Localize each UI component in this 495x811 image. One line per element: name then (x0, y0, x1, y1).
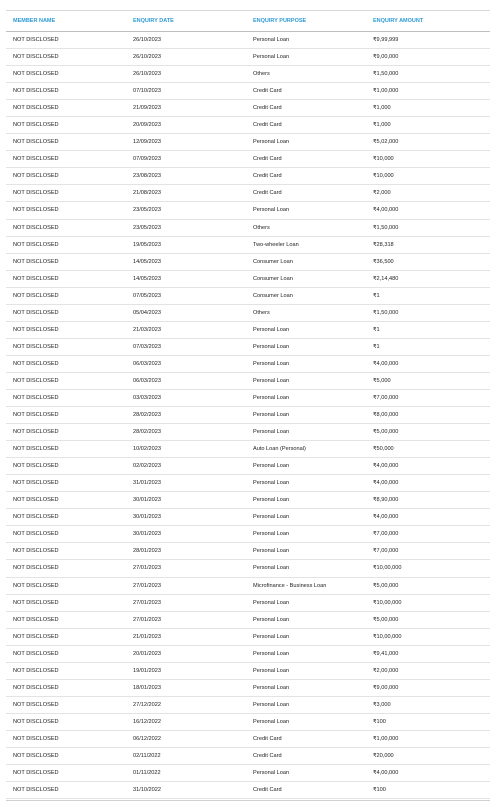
enquiry-amount-cell: ₹4,00,000 (366, 458, 490, 475)
table-row (6, 66, 490, 83)
table-row (6, 117, 490, 134)
enquiry-purpose-cell: Personal Loan (246, 526, 366, 543)
table-row (6, 355, 490, 372)
table-row (6, 492, 490, 509)
enquiry-amount-cell: ₹1 (366, 321, 490, 338)
enquiry-amount-cell: ₹9,00,000 (366, 49, 490, 66)
enquiry-date-cell: 23/08/2023 (126, 168, 246, 185)
enquiry-date-cell: 27/01/2023 (126, 560, 246, 577)
enquiry-amount-cell: ₹2,000 (366, 185, 490, 202)
enquiry-date-cell: 02/02/2023 (126, 458, 246, 475)
member-name-cell: NOT DISCLOSED (6, 338, 126, 355)
enquiry-date-cell: 07/09/2023 (126, 151, 246, 168)
enquiry-purpose-cell: Two-wheeler Loan (246, 236, 366, 253)
enquiry-date-cell: 10/02/2023 (126, 441, 246, 458)
enquiry-date-cell: 06/12/2022 (126, 730, 246, 747)
enquiry-amount-cell: ₹1,50,000 (366, 304, 490, 321)
enquiry-purpose-cell: Consumer Loan (246, 253, 366, 270)
enquiry-date-cell: 30/01/2023 (126, 509, 246, 526)
member-name-cell: NOT DISCLOSED (6, 66, 126, 83)
table-row (6, 134, 490, 151)
enquiry-date-cell: 19/01/2023 (126, 662, 246, 679)
enquiry-date-cell: 27/12/2022 (126, 696, 246, 713)
member-name-cell: NOT DISCLOSED (6, 577, 126, 594)
member-name-cell: NOT DISCLOSED (6, 628, 126, 645)
table-row (6, 219, 490, 236)
member-name-cell: NOT DISCLOSED (6, 662, 126, 679)
enquiry-purpose-cell: Credit Card (246, 83, 366, 100)
table-row (6, 645, 490, 662)
enquiry-date-cell: 21/09/2023 (126, 100, 246, 117)
enquiry-date-cell: 23/05/2023 (126, 219, 246, 236)
member-name-cell: NOT DISCLOSED (6, 696, 126, 713)
enquiry-purpose-cell: Personal Loan (246, 338, 366, 355)
enquiry-amount-cell: ₹10,00,000 (366, 628, 490, 645)
table-row (6, 782, 490, 799)
enquiry-amount-cell: ₹36,500 (366, 253, 490, 270)
enquiry-amount-cell: ₹5,000 (366, 372, 490, 389)
enquiry-purpose-cell: Personal Loan (246, 372, 366, 389)
enquiry-purpose-cell: Personal Loan (246, 679, 366, 696)
member-name-cell: NOT DISCLOSED (6, 611, 126, 628)
enquiry-purpose-cell: Personal Loan (246, 424, 366, 441)
member-name-cell: NOT DISCLOSED (6, 645, 126, 662)
table-row (6, 202, 490, 219)
table-row (6, 577, 490, 594)
enquiry-amount-cell: ₹5,00,000 (366, 611, 490, 628)
enquiry-purpose-cell: Auto Loan (Personal) (246, 441, 366, 458)
enquiry-purpose-cell: Personal Loan (246, 458, 366, 475)
table-row (6, 287, 490, 304)
enquiry-amount-cell: ₹2,00,000 (366, 662, 490, 679)
enquiry-amount-cell: ₹10,00,000 (366, 560, 490, 577)
table-body (6, 32, 490, 799)
enquiry-date-cell: 31/01/2023 (126, 475, 246, 492)
table-row (6, 713, 490, 730)
member-name-cell: NOT DISCLOSED (6, 782, 126, 799)
member-name-cell: NOT DISCLOSED (6, 151, 126, 168)
header-enquiry-date: ENQUIRY DATE (126, 11, 246, 32)
enquiry-amount-cell: ₹4,00,000 (366, 202, 490, 219)
enquiry-purpose-cell: Personal Loan (246, 492, 366, 509)
enquiry-purpose-cell: Personal Loan (246, 594, 366, 611)
enquiry-purpose-cell: Personal Loan (246, 355, 366, 372)
enquiry-purpose-cell: Personal Loan (246, 407, 366, 424)
member-name-cell: NOT DISCLOSED (6, 253, 126, 270)
enquiry-amount-cell: ₹10,000 (366, 168, 490, 185)
member-name-cell: NOT DISCLOSED (6, 355, 126, 372)
enquiry-amount-cell: ₹7,00,000 (366, 389, 490, 406)
enquiry-purpose-cell: Consumer Loan (246, 287, 366, 304)
table-row (6, 304, 490, 321)
enquiry-purpose-cell: Credit Card (246, 117, 366, 134)
table-row (6, 611, 490, 628)
enquiry-amount-cell: ₹1 (366, 338, 490, 355)
enquiry-date-cell: 16/12/2022 (126, 713, 246, 730)
enquiry-amount-cell: ₹1,50,000 (366, 219, 490, 236)
member-name-cell: NOT DISCLOSED (6, 594, 126, 611)
table-row (6, 628, 490, 645)
enquiry-amount-cell: ₹1,00,000 (366, 730, 490, 747)
enquiry-date-cell: 14/05/2023 (126, 270, 246, 287)
member-name-cell: NOT DISCLOSED (6, 509, 126, 526)
table-row (6, 270, 490, 287)
enquiry-purpose-cell: Personal Loan (246, 134, 366, 151)
table-row (6, 543, 490, 560)
member-name-cell: NOT DISCLOSED (6, 134, 126, 151)
enquiry-date-cell: 30/01/2023 (126, 526, 246, 543)
enquiry-amount-cell: ₹4,00,000 (366, 355, 490, 372)
member-name-cell: NOT DISCLOSED (6, 372, 126, 389)
enquiry-date-cell: 23/05/2023 (126, 202, 246, 219)
member-name-cell: NOT DISCLOSED (6, 219, 126, 236)
enquiry-purpose-cell: Personal Loan (246, 696, 366, 713)
enquiry-amount-cell: ₹10,000 (366, 151, 490, 168)
enquiry-date-cell: 07/10/2023 (126, 83, 246, 100)
enquiry-date-cell: 12/09/2023 (126, 134, 246, 151)
table-row (6, 407, 490, 424)
member-name-cell: NOT DISCLOSED (6, 543, 126, 560)
enquiry-date-cell: 26/10/2023 (126, 66, 246, 83)
enquiry-purpose-cell: Credit Card (246, 782, 366, 799)
enquiry-purpose-cell: Personal Loan (246, 202, 366, 219)
enquiry-date-cell: 27/01/2023 (126, 577, 246, 594)
member-name-cell: NOT DISCLOSED (6, 168, 126, 185)
enquiry-amount-cell: ₹1 (366, 287, 490, 304)
table-row (6, 253, 490, 270)
member-name-cell: NOT DISCLOSED (6, 270, 126, 287)
enquiry-amount-cell: ₹5,00,000 (366, 577, 490, 594)
header-enquiry-purpose: ENQUIRY PURPOSE (246, 11, 366, 32)
enquiry-amount-cell: ₹5,02,000 (366, 134, 490, 151)
enquiry-date-cell: 21/08/2023 (126, 185, 246, 202)
member-name-cell: NOT DISCLOSED (6, 475, 126, 492)
enquiry-date-cell: 18/01/2023 (126, 679, 246, 696)
enquiry-purpose-cell: Personal Loan (246, 611, 366, 628)
enquiry-date-cell: 14/05/2023 (126, 253, 246, 270)
enquiry-date-cell: 26/10/2023 (126, 32, 246, 49)
table-row (6, 560, 490, 577)
enquiry-date-cell: 05/04/2023 (126, 304, 246, 321)
enquiry-amount-cell: ₹1,50,000 (366, 66, 490, 83)
enquiry-purpose-cell: Credit Card (246, 151, 366, 168)
enquiry-purpose-cell: Credit Card (246, 168, 366, 185)
enquiry-date-cell: 30/01/2023 (126, 492, 246, 509)
enquiry-purpose-cell: Credit Card (246, 100, 366, 117)
enquiry-purpose-cell: Personal Loan (246, 321, 366, 338)
member-name-cell: NOT DISCLOSED (6, 679, 126, 696)
member-name-cell: NOT DISCLOSED (6, 287, 126, 304)
enquiry-date-cell: 02/11/2022 (126, 747, 246, 764)
enquiry-amount-cell: ₹20,000 (366, 747, 490, 764)
enquiry-date-cell: 28/01/2023 (126, 543, 246, 560)
table-row (6, 475, 490, 492)
member-name-cell: NOT DISCLOSED (6, 765, 126, 782)
enquiry-date-cell: 19/05/2023 (126, 236, 246, 253)
enquiry-date-cell: 31/10/2022 (126, 782, 246, 799)
member-name-cell: NOT DISCLOSED (6, 185, 126, 202)
enquiry-purpose-cell: Others (246, 304, 366, 321)
enquiry-amount-cell: ₹8,90,000 (366, 492, 490, 509)
table-row (6, 662, 490, 679)
member-name-cell: NOT DISCLOSED (6, 117, 126, 134)
enquiry-amount-cell: ₹4,00,000 (366, 475, 490, 492)
table-row (6, 151, 490, 168)
enquiry-date-cell: 21/03/2023 (126, 321, 246, 338)
enquiry-date-cell: 28/02/2023 (126, 407, 246, 424)
enquiry-amount-cell: ₹9,99,999 (366, 32, 490, 49)
table-row (6, 747, 490, 764)
member-name-cell: NOT DISCLOSED (6, 236, 126, 253)
member-name-cell: NOT DISCLOSED (6, 100, 126, 117)
table-row (6, 509, 490, 526)
table-row (6, 458, 490, 475)
enquiry-amount-cell: ₹5,00,000 (366, 424, 490, 441)
enquiry-amount-cell: ₹7,00,000 (366, 526, 490, 543)
enquiry-purpose-cell: Personal Loan (246, 560, 366, 577)
enquiry-amount-cell: ₹100 (366, 713, 490, 730)
enquiry-purpose-cell: Personal Loan (246, 765, 366, 782)
member-name-cell: NOT DISCLOSED (6, 526, 126, 543)
enquiry-amount-cell: ₹2,14,480 (366, 270, 490, 287)
enquiry-amount-cell: ₹1,000 (366, 117, 490, 134)
member-name-cell: NOT DISCLOSED (6, 32, 126, 49)
table-row (6, 236, 490, 253)
enquiry-purpose-cell: Personal Loan (246, 509, 366, 526)
enquiry-date-cell: 01/11/2022 (126, 765, 246, 782)
member-name-cell: NOT DISCLOSED (6, 441, 126, 458)
enquiry-purpose-cell: Others (246, 219, 366, 236)
table-row (6, 338, 490, 355)
enquiry-purpose-cell: Personal Loan (246, 628, 366, 645)
enquiry-date-cell: 27/01/2023 (126, 594, 246, 611)
member-name-cell: NOT DISCLOSED (6, 560, 126, 577)
enquiry-date-cell: 07/05/2023 (126, 287, 246, 304)
enquiry-date-cell: 03/03/2023 (126, 389, 246, 406)
enquiry-date-cell: 06/03/2023 (126, 372, 246, 389)
table-row (6, 168, 490, 185)
member-name-cell: NOT DISCLOSED (6, 747, 126, 764)
enquiry-purpose-cell: Credit Card (246, 185, 366, 202)
enquiry-date-cell: 21/01/2023 (126, 628, 246, 645)
member-name-cell: NOT DISCLOSED (6, 407, 126, 424)
member-name-cell: NOT DISCLOSED (6, 424, 126, 441)
enquiry-purpose-cell: Consumer Loan (246, 270, 366, 287)
enquiry-purpose-cell: Personal Loan (246, 49, 366, 66)
table-row (6, 679, 490, 696)
member-name-cell: NOT DISCLOSED (6, 321, 126, 338)
table-row (6, 49, 490, 66)
table-header-row (6, 11, 490, 32)
enquiry-date-cell: 07/03/2023 (126, 338, 246, 355)
table-row (6, 696, 490, 713)
enquiry-amount-cell: ₹100 (366, 782, 490, 799)
table-row (6, 32, 490, 49)
table-row (6, 765, 490, 782)
table-row (6, 321, 490, 338)
table-row (6, 730, 490, 747)
enquiry-table (6, 10, 490, 799)
table-row (6, 83, 490, 100)
table-row (6, 389, 490, 406)
member-name-cell: NOT DISCLOSED (6, 389, 126, 406)
table-row (6, 424, 490, 441)
enquiry-purpose-cell: Personal Loan (246, 475, 366, 492)
member-name-cell: NOT DISCLOSED (6, 49, 126, 66)
member-name-cell: NOT DISCLOSED (6, 730, 126, 747)
enquiry-purpose-cell: Personal Loan (246, 389, 366, 406)
enquiry-date-cell: 26/10/2023 (126, 49, 246, 66)
enquiry-purpose-cell: Microfinance - Business Loan (246, 577, 366, 594)
enquiry-amount-cell: ₹8,00,000 (366, 407, 490, 424)
enquiry-table-container (6, 10, 490, 799)
enquiry-amount-cell: ₹10,00,000 (366, 594, 490, 611)
member-name-cell: NOT DISCLOSED (6, 713, 126, 730)
enquiry-amount-cell: ₹1,00,000 (366, 83, 490, 100)
header-member-name: MEMBER NAME (6, 11, 126, 32)
enquiry-amount-cell: ₹9,00,000 (366, 679, 490, 696)
enquiry-amount-cell: ₹28,318 (366, 236, 490, 253)
enquiry-purpose-cell: Personal Loan (246, 645, 366, 662)
member-name-cell: NOT DISCLOSED (6, 304, 126, 321)
enquiry-date-cell: 28/02/2023 (126, 424, 246, 441)
enquiry-amount-cell: ₹1,000 (366, 100, 490, 117)
enquiry-amount-cell: ₹9,41,000 (366, 645, 490, 662)
enquiry-date-cell: 20/09/2023 (126, 117, 246, 134)
member-name-cell: NOT DISCLOSED (6, 202, 126, 219)
member-name-cell: NOT DISCLOSED (6, 83, 126, 100)
divider (6, 800, 490, 801)
enquiry-amount-cell: ₹7,00,000 (366, 543, 490, 560)
enquiry-purpose-cell: Credit Card (246, 730, 366, 747)
enquiry-purpose-cell: Personal Loan (246, 713, 366, 730)
enquiry-purpose-cell: Personal Loan (246, 543, 366, 560)
table-row (6, 526, 490, 543)
table-row (6, 100, 490, 117)
enquiry-purpose-cell: Personal Loan (246, 32, 366, 49)
enquiry-purpose-cell: Personal Loan (246, 662, 366, 679)
table-row (6, 594, 490, 611)
header-enquiry-amount: ENQUIRY AMOUNT (366, 11, 490, 32)
member-name-cell: NOT DISCLOSED (6, 458, 126, 475)
table-row (6, 372, 490, 389)
enquiry-amount-cell: ₹4,00,000 (366, 765, 490, 782)
enquiry-purpose-cell: Others (246, 66, 366, 83)
table-row (6, 441, 490, 458)
enquiry-date-cell: 27/01/2023 (126, 611, 246, 628)
enquiry-date-cell: 06/03/2023 (126, 355, 246, 372)
enquiry-purpose-cell: Credit Card (246, 747, 366, 764)
enquiry-date-cell: 20/01/2023 (126, 645, 246, 662)
enquiry-amount-cell: ₹3,000 (366, 696, 490, 713)
enquiry-amount-cell: ₹50,000 (366, 441, 490, 458)
member-name-cell: NOT DISCLOSED (6, 492, 126, 509)
enquiry-amount-cell: ₹4,00,000 (366, 509, 490, 526)
table-row (6, 185, 490, 202)
